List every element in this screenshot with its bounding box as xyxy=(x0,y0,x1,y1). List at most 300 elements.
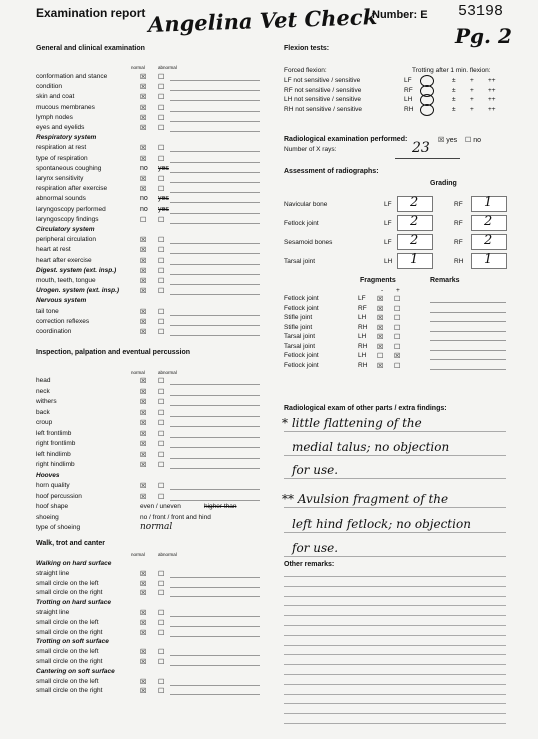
row-label: tail tone xyxy=(36,307,59,315)
xray-count-value: 23 xyxy=(412,140,430,156)
flexion-scale[interactable]: ± xyxy=(452,96,456,103)
flexion-scale[interactable]: ± xyxy=(452,77,456,84)
form-row xyxy=(36,297,266,306)
abnormal-checkbox[interactable]: ☐ xyxy=(158,247,165,255)
normal-checkbox[interactable]: ☒ xyxy=(140,74,147,81)
row-label: small circle on the left xyxy=(36,677,99,685)
row-label: right hindlimb xyxy=(36,461,75,468)
row-label: small circle on the right xyxy=(36,687,103,695)
fragment-minus-checkbox[interactable]: ☒ xyxy=(377,334,384,341)
grading-row xyxy=(284,215,524,231)
row-label: straight line xyxy=(36,609,70,616)
row-label: respiration after exercise xyxy=(36,185,108,193)
flexion-scale[interactable]: ± xyxy=(452,105,456,113)
normal-checkbox[interactable]: ☒ xyxy=(140,318,147,326)
row-label: spontaneous coughing xyxy=(36,164,102,172)
row-line xyxy=(170,426,260,427)
normal-checkbox[interactable]: ☒ xyxy=(140,378,147,385)
form-row xyxy=(36,451,266,460)
normal-checkbox[interactable]: ☒ xyxy=(140,329,147,336)
note-ruled-line xyxy=(284,431,506,432)
fragment-plus-checkbox[interactable]: ☐ xyxy=(394,305,401,313)
form-row xyxy=(36,165,266,174)
form-row xyxy=(36,609,266,618)
flexion-leg: LH xyxy=(404,96,413,103)
fragment-minus-checkbox[interactable]: ☒ xyxy=(377,305,384,313)
xray-count-label: Number of X rays: xyxy=(284,146,337,153)
fragment-minus-checkbox[interactable]: ☒ xyxy=(377,315,384,322)
normal-checkbox[interactable]: ☒ xyxy=(140,399,147,406)
flexion-scale[interactable]: + xyxy=(470,96,474,103)
fragment-remark-line xyxy=(430,321,506,322)
flexion-row xyxy=(284,77,524,86)
abnormal-checkbox[interactable]: ☐ xyxy=(158,619,165,627)
radio-no[interactable]: ☐ no xyxy=(465,137,482,144)
abnormal-checkbox[interactable]: ☐ xyxy=(158,155,165,163)
normal-checkbox[interactable]: ☒ xyxy=(140,155,147,163)
fragment-row xyxy=(284,324,524,333)
abnormal-checkbox[interactable]: ☐ xyxy=(158,74,165,81)
fragment-label: Fetlock joint xyxy=(284,352,319,359)
row-value[interactable]: normal xyxy=(140,522,173,532)
row-label: eyes and eyelids xyxy=(36,124,85,131)
normal-checkbox[interactable]: ☒ xyxy=(140,308,147,316)
abnormal-checkbox[interactable]: ☐ xyxy=(158,629,165,637)
abnormal-checkbox[interactable]: ☐ xyxy=(158,176,165,183)
row-line xyxy=(170,395,260,396)
form-row xyxy=(36,589,266,598)
flexion-scale[interactable]: ++ xyxy=(488,77,496,84)
fragment-plus-checkbox[interactable]: ☐ xyxy=(394,362,401,370)
remark-ruled-line xyxy=(284,615,506,616)
flexion-scale[interactable]: ++ xyxy=(488,105,496,113)
row-line xyxy=(170,655,260,656)
grading-leg-left: LF xyxy=(384,239,392,246)
form-row xyxy=(36,257,266,266)
normal-checkbox[interactable]: ☒ xyxy=(140,278,147,285)
normal-checkbox[interactable]: ☒ xyxy=(140,570,147,578)
normal-checkbox[interactable]: ☐ xyxy=(140,216,147,224)
normal-checkbox[interactable]: ☒ xyxy=(140,288,147,296)
fragment-plus-checkbox[interactable]: ☐ xyxy=(394,296,401,303)
form-row xyxy=(36,493,266,502)
grading-value-left: 1 xyxy=(410,252,419,267)
col-abnormal-3: abnormal xyxy=(158,552,177,557)
form-row xyxy=(36,430,266,439)
normal-checkbox[interactable]: ☒ xyxy=(140,590,147,598)
normal-checkbox[interactable]: ☒ xyxy=(140,267,147,275)
normal-checkbox[interactable]: ☒ xyxy=(140,409,147,417)
row-label: Trotting on hard surface xyxy=(36,599,111,607)
grading-row xyxy=(284,253,524,269)
form-row xyxy=(36,472,266,481)
form-row xyxy=(36,124,266,133)
normal-checkbox[interactable]: ☒ xyxy=(140,629,147,637)
form-row xyxy=(36,648,266,657)
fragment-minus-checkbox[interactable]: ☐ xyxy=(377,353,384,360)
row-label: condition xyxy=(36,83,63,91)
abnormal-checkbox[interactable]: ☐ xyxy=(158,430,165,438)
flexion-scale[interactable]: ++ xyxy=(488,86,496,94)
note-ruled-line xyxy=(284,478,506,479)
fragment-remark-line xyxy=(430,350,506,351)
fragment-label: Fetlock joint xyxy=(284,295,319,302)
flexion-scale[interactable]: ± xyxy=(452,86,456,94)
form-row xyxy=(36,216,266,225)
grading-value-right: 2 xyxy=(484,214,493,229)
abnormal-checkbox[interactable]: ☐ xyxy=(158,114,165,122)
fragment-row xyxy=(284,362,524,371)
row-line xyxy=(170,596,260,597)
col-normal-3: normal xyxy=(131,552,145,557)
form-row xyxy=(36,206,266,215)
fragments-title: Fragments xyxy=(360,277,396,284)
normal-checkbox[interactable]: ☒ xyxy=(140,451,147,459)
fragment-plus-checkbox[interactable]: ☐ xyxy=(394,315,401,322)
number-value: 53198 xyxy=(458,3,504,20)
form-row xyxy=(36,629,266,638)
form-row xyxy=(36,599,266,608)
fragment-leg: RH xyxy=(358,361,368,369)
flexion-title: Flexion tests: xyxy=(284,45,330,52)
abnormal-checkbox[interactable]: ☐ xyxy=(158,451,165,459)
form-row xyxy=(36,638,266,647)
abnormal-checkbox[interactable]: ☐ xyxy=(158,462,165,469)
fragment-minus-checkbox[interactable]: ☒ xyxy=(377,343,384,351)
row-label: right frontlimb xyxy=(36,440,76,447)
row-line xyxy=(170,284,260,285)
grading-leg-right: RF xyxy=(454,201,463,208)
form-row xyxy=(36,409,266,418)
row-line xyxy=(170,468,260,469)
grading-leg-right: RF xyxy=(454,239,463,246)
row-label: conformation and stance xyxy=(36,73,108,80)
radio-yes[interactable]: ☒ yes xyxy=(438,137,458,144)
row-line xyxy=(170,202,260,203)
normal-checkbox[interactable]: ☒ xyxy=(140,388,147,396)
row-label: straight line xyxy=(36,569,70,577)
form-row xyxy=(36,83,266,92)
xray-count-line xyxy=(395,158,460,159)
normal-checkbox[interactable]: ☒ xyxy=(140,237,147,245)
normal-checkbox[interactable]: ☒ xyxy=(140,114,147,122)
abnormal-checkbox[interactable]: ☐ xyxy=(158,257,165,265)
flexion-scale[interactable]: + xyxy=(470,77,474,84)
abnormal-checkbox[interactable]: ☐ xyxy=(158,104,165,112)
form-row xyxy=(36,104,266,113)
form-row xyxy=(36,398,266,407)
abnormal-checkbox[interactable]: ☐ xyxy=(158,278,165,285)
row-label: small circle on the left xyxy=(36,648,99,656)
fragment-row xyxy=(284,314,524,323)
normal-checkbox[interactable]: ☒ xyxy=(140,649,147,657)
fragment-minus-checkbox[interactable]: ☒ xyxy=(377,296,384,303)
remark-ruled-line xyxy=(284,596,506,597)
abnormal-checkbox[interactable]: ☐ xyxy=(158,688,165,696)
fragment-label: Fetlock joint xyxy=(284,361,319,369)
forced-flexion-label: Forced flexion: xyxy=(284,67,327,74)
abnormal-checkbox[interactable]: ☐ xyxy=(158,659,165,666)
abnormal-checkbox[interactable]: ☐ xyxy=(158,580,165,588)
abnormal-checkbox[interactable]: yes xyxy=(158,164,169,172)
remark-ruled-line xyxy=(284,664,506,665)
form-row xyxy=(36,419,266,428)
finding-note-line: ** Avulsion fragment of the xyxy=(282,492,449,506)
handwritten-title: Angelina Vet Check xyxy=(147,4,378,37)
abnormal-checkbox[interactable]: ☐ xyxy=(158,441,165,448)
row-label: mouth, teeth, tongue xyxy=(36,277,96,284)
note-ruled-line xyxy=(284,507,506,508)
grading-leg-left: LF xyxy=(384,201,392,208)
normal-checkbox[interactable]: ☒ xyxy=(140,659,147,666)
grading-leg-left: LF xyxy=(384,220,392,227)
fragment-leg: RH xyxy=(358,342,368,350)
abnormal-checkbox[interactable]: ☐ xyxy=(158,420,165,427)
flexion-leg: RH xyxy=(404,105,414,113)
remark-ruled-line xyxy=(284,703,506,704)
row-line xyxy=(170,90,260,91)
row-label: skin and coat xyxy=(36,93,75,101)
remark-ruled-line xyxy=(284,684,506,685)
row-label: shoeing xyxy=(36,513,59,521)
row-line xyxy=(170,131,260,132)
abnormal-checkbox[interactable]: ☐ xyxy=(158,329,165,336)
normal-checkbox[interactable]: ☒ xyxy=(140,441,147,448)
row-label: type of respiration xyxy=(36,154,88,162)
row-line xyxy=(170,253,260,254)
row-label: back xyxy=(36,408,50,416)
fragment-leg: RF xyxy=(358,304,367,312)
fragment-leg: LF xyxy=(358,295,366,302)
row-label: small circle on the left xyxy=(36,618,99,626)
abnormal-checkbox[interactable]: ☐ xyxy=(158,308,165,316)
row-label: croup xyxy=(36,419,53,426)
form-row xyxy=(36,328,266,337)
remark-ruled-line xyxy=(284,713,506,714)
normal-checkbox[interactable]: no xyxy=(140,195,148,203)
row-label: neck xyxy=(36,387,50,395)
fragment-plus-checkbox[interactable]: ☒ xyxy=(394,353,401,360)
abnormal-checkbox[interactable]: ☐ xyxy=(158,288,165,296)
abnormal-checkbox[interactable]: ☐ xyxy=(158,94,165,102)
fragment-minus-checkbox[interactable]: ☒ xyxy=(377,362,384,370)
remark-ruled-line xyxy=(284,625,506,626)
form-row xyxy=(36,73,266,82)
col-normal-2: normal xyxy=(131,370,145,375)
normal-checkbox[interactable]: ☒ xyxy=(140,125,147,132)
row-label: Nervous system xyxy=(36,297,87,305)
col-abnormal-2: abnormal xyxy=(158,370,177,375)
row-line xyxy=(170,335,260,336)
row-line xyxy=(170,416,260,417)
form-row xyxy=(36,388,266,397)
remark-ruled-line xyxy=(284,586,506,587)
normal-checkbox[interactable]: ☒ xyxy=(140,483,147,490)
flexion-label: LH not sensitive / sensitive xyxy=(284,96,361,103)
remark-ruled-line xyxy=(284,694,506,695)
row-line xyxy=(170,685,260,686)
row-label: horn quality xyxy=(36,482,70,489)
abnormal-checkbox[interactable]: ☐ xyxy=(158,483,165,490)
col-normal-1: normal xyxy=(131,65,145,70)
row-value-alt[interactable]: higher than xyxy=(204,503,237,510)
normal-checkbox[interactable]: ☒ xyxy=(140,94,147,102)
row-line xyxy=(170,577,260,578)
fragment-leg: LH xyxy=(358,314,367,321)
form-row xyxy=(36,503,266,512)
fragment-row xyxy=(284,305,524,314)
grading-label: Fetlock joint xyxy=(284,220,319,227)
abnormal-checkbox[interactable]: ☐ xyxy=(158,610,165,617)
form-row xyxy=(36,377,266,386)
grading-value-right: 1 xyxy=(484,195,493,210)
fragment-plus-checkbox[interactable]: ☐ xyxy=(394,343,401,351)
finding-note-line: medial talus; no objection xyxy=(292,440,450,454)
inspection-section-title: Inspection, palpation and eventual percussion xyxy=(36,349,191,356)
normal-checkbox[interactable]: ☒ xyxy=(140,619,147,627)
grading-label: Navicular bone xyxy=(284,201,328,208)
row-line xyxy=(170,636,260,637)
fragments-plus: + xyxy=(396,287,400,294)
form-row xyxy=(36,678,266,687)
row-line xyxy=(170,694,260,695)
form-row xyxy=(36,114,266,123)
flexion-scale[interactable]: + xyxy=(470,86,474,94)
flexion-label: LF not sensitive / sensitive xyxy=(284,77,361,84)
row-line xyxy=(170,111,260,112)
form-row xyxy=(36,687,266,696)
remark-ruled-line xyxy=(284,635,506,636)
grading-value-left: 2 xyxy=(410,214,419,229)
normal-checkbox[interactable]: ☒ xyxy=(140,186,147,194)
abnormal-checkbox[interactable]: yes xyxy=(158,195,169,203)
form-row xyxy=(36,246,266,255)
normal-checkbox[interactable]: ☒ xyxy=(140,145,147,153)
abnormal-checkbox[interactable]: ☐ xyxy=(158,493,165,501)
row-label: peripheral circulation xyxy=(36,236,96,244)
normal-checkbox[interactable]: ☒ xyxy=(140,420,147,427)
normal-checkbox[interactable]: ☒ xyxy=(140,688,147,696)
normal-checkbox[interactable]: ☒ xyxy=(140,678,147,686)
other-remarks-title: Other remarks: xyxy=(284,561,335,568)
form-row xyxy=(36,93,266,102)
row-label: small circle on the left xyxy=(36,579,99,587)
abnormal-checkbox[interactable]: ☐ xyxy=(158,570,165,578)
normal-checkbox[interactable]: ☒ xyxy=(140,247,147,255)
form-row xyxy=(36,440,266,449)
abnormal-checkbox[interactable]: ☐ xyxy=(158,84,165,92)
abnormal-checkbox[interactable]: ☐ xyxy=(158,649,165,657)
row-label: larynx sensitivity xyxy=(36,175,84,182)
abnormal-checkbox[interactable]: ☐ xyxy=(158,125,165,132)
form-row xyxy=(36,461,266,470)
fragment-row xyxy=(284,333,524,342)
row-line xyxy=(170,223,260,224)
normal-checkbox[interactable]: ☒ xyxy=(140,104,147,112)
row-line xyxy=(170,100,260,101)
walk-section-title: Walk, trot and canter xyxy=(36,540,105,547)
flexion-scale[interactable]: + xyxy=(470,105,474,113)
flexion-zero-circle[interactable] xyxy=(420,104,434,116)
normal-checkbox[interactable]: ☒ xyxy=(140,493,147,501)
abnormal-checkbox[interactable]: ☐ xyxy=(158,237,165,245)
row-label: small circle on the right xyxy=(36,589,103,597)
abnormal-checkbox[interactable]: ☐ xyxy=(158,216,165,224)
abnormal-checkbox[interactable]: ☐ xyxy=(158,267,165,275)
remark-ruled-line xyxy=(284,674,506,675)
fragment-remark-line xyxy=(430,331,506,332)
abnormal-checkbox[interactable]: ☐ xyxy=(158,388,165,396)
form-row xyxy=(36,580,266,589)
abnormal-checkbox[interactable]: ☐ xyxy=(158,318,165,326)
abnormal-checkbox[interactable]: ☐ xyxy=(158,399,165,406)
row-line xyxy=(170,325,260,326)
abnormal-checkbox[interactable]: ☐ xyxy=(158,145,165,153)
normal-checkbox[interactable]: ☒ xyxy=(140,580,147,588)
trotting-after-label: Trotting after 1 min. flexion: xyxy=(412,67,491,74)
fragment-plus-checkbox[interactable]: ☐ xyxy=(394,324,401,332)
row-line xyxy=(170,405,260,406)
row-line xyxy=(170,384,260,385)
row-line xyxy=(170,264,260,265)
row-label: Digest. system (ext. insp.) xyxy=(36,266,117,274)
normal-checkbox[interactable]: ☒ xyxy=(140,462,147,469)
abnormal-checkbox[interactable]: ☐ xyxy=(158,186,165,194)
form-row xyxy=(36,570,266,579)
normal-checkbox[interactable]: no xyxy=(140,164,148,172)
flexion-scale[interactable]: ++ xyxy=(488,96,496,103)
row-line xyxy=(170,274,260,275)
abnormal-checkbox[interactable]: ☐ xyxy=(158,590,165,598)
fragment-remark-line xyxy=(430,359,506,360)
row-line xyxy=(170,500,260,501)
flexion-label: RF not sensitive / sensitive xyxy=(284,86,362,94)
form-row xyxy=(36,144,266,153)
normal-checkbox[interactable]: no xyxy=(140,205,148,213)
row-line xyxy=(170,294,260,295)
row-label: type of shoeing xyxy=(36,524,81,531)
normal-checkbox[interactable]: ☒ xyxy=(140,610,147,617)
flexion-leg: LF xyxy=(404,77,412,84)
flexion-row xyxy=(284,106,524,115)
fragment-plus-checkbox[interactable]: ☐ xyxy=(394,334,401,341)
normal-checkbox[interactable]: ☒ xyxy=(140,430,147,438)
form-row xyxy=(36,175,266,184)
row-label: lymph nodes xyxy=(36,113,73,121)
abnormal-checkbox[interactable]: ☐ xyxy=(158,678,165,686)
fragment-label: Fetlock joint xyxy=(284,304,319,312)
form-row xyxy=(36,524,266,533)
row-line xyxy=(170,665,260,666)
col-abnormal-1: abnormal xyxy=(158,65,177,70)
abnormal-checkbox[interactable]: ☐ xyxy=(158,378,165,385)
abnormal-checkbox[interactable]: yes xyxy=(158,205,169,213)
form-row xyxy=(36,185,266,194)
row-label: laryngoscopy performed xyxy=(36,205,106,213)
row-value[interactable]: no / front / front and hind xyxy=(140,513,211,521)
row-line xyxy=(170,80,260,81)
fragment-row xyxy=(284,352,524,361)
normal-checkbox[interactable]: ☒ xyxy=(140,84,147,92)
form-row xyxy=(36,155,266,164)
fragment-minus-checkbox[interactable]: ☒ xyxy=(377,324,384,332)
normal-checkbox[interactable]: ☒ xyxy=(140,176,147,183)
remark-ruled-line xyxy=(284,576,506,577)
abnormal-checkbox[interactable]: ☐ xyxy=(158,409,165,417)
normal-checkbox[interactable]: ☒ xyxy=(140,257,147,265)
row-value[interactable]: even / uneven xyxy=(140,503,181,510)
row-label: abnormal sounds xyxy=(36,195,86,203)
